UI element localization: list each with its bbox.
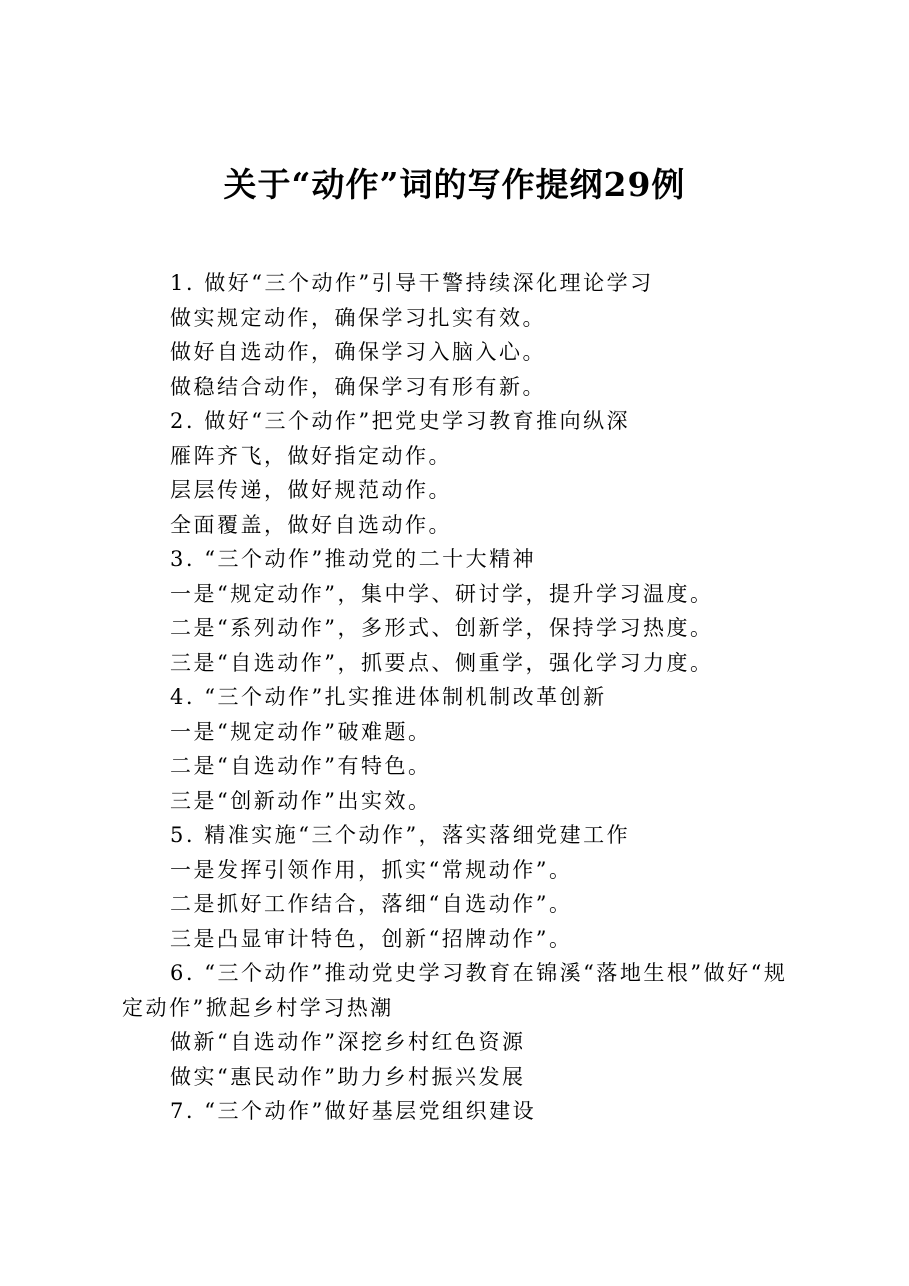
paragraph: 全面覆盖，做好自选动作。 [170, 512, 452, 537]
paragraph: 做新“自选动作”深挖乡村红色资源 [170, 1030, 526, 1054]
paragraph: 一是“规定动作”，集中学、研讨学，提升学习温度。 [170, 581, 714, 606]
paragraph: 三是“创新动作”出实效。 [170, 788, 432, 813]
document-title: 关于“动作”词的写作提纲29例 [223, 165, 686, 204]
paragraph: 做好自选动作，确保学习入脑入心。 [170, 340, 546, 364]
paragraph: 二是抓好工作结合，落细“自选动作”。 [170, 892, 573, 916]
paragraph: 三是“自选动作”，抓要点、侧重学，强化学习力度。 [170, 650, 714, 675]
paragraph: 三是凸显审计特色，创新“招牌动作”。 [170, 926, 573, 951]
paragraph: 3. “三个动作”推动党的二十大精神 [170, 547, 537, 571]
paragraph: 二是“自选动作”有特色。 [170, 754, 432, 778]
paragraph: 6. “三个动作”推动党史学习教育在锦溪“落地生根”做好“规定动作”掀起乡村学习热潮 [122, 961, 788, 1020]
paragraph: 7. “三个动作”做好基层党组织建设 [170, 1099, 537, 1123]
paragraph: 一是发挥引领作用，抓实“常规动作”。 [170, 857, 573, 882]
paragraph: 层层传递，做好规范动作。 [170, 478, 452, 502]
paragraph: 2. 做好“三个动作”把党史学习教育推向纵深 [170, 409, 631, 433]
paragraph: 做实规定动作，确保学习扎实有效。 [170, 305, 546, 330]
paragraph: 一是“规定动作”破难题。 [170, 719, 432, 744]
paragraph: 4. “三个动作”扎实推进体制机制改革创新 [170, 685, 607, 709]
paragraph: 雁阵齐飞，做好指定动作。 [170, 443, 452, 468]
paragraph: 做实“惠民动作”助力乡村振兴发展 [170, 1064, 526, 1089]
paragraph: 做稳结合动作，确保学习有形有新。 [170, 374, 546, 399]
paragraph: 5. 精准实施“三个动作”，落实落细党建工作 [170, 823, 631, 847]
paragraph: 1. 做好“三个动作”引导干警持续深化理论学习 [170, 271, 654, 295]
paragraph: 二是“系列动作”，多形式、创新学，保持学习热度。 [170, 616, 714, 640]
document-body [122, 266, 802, 1129]
